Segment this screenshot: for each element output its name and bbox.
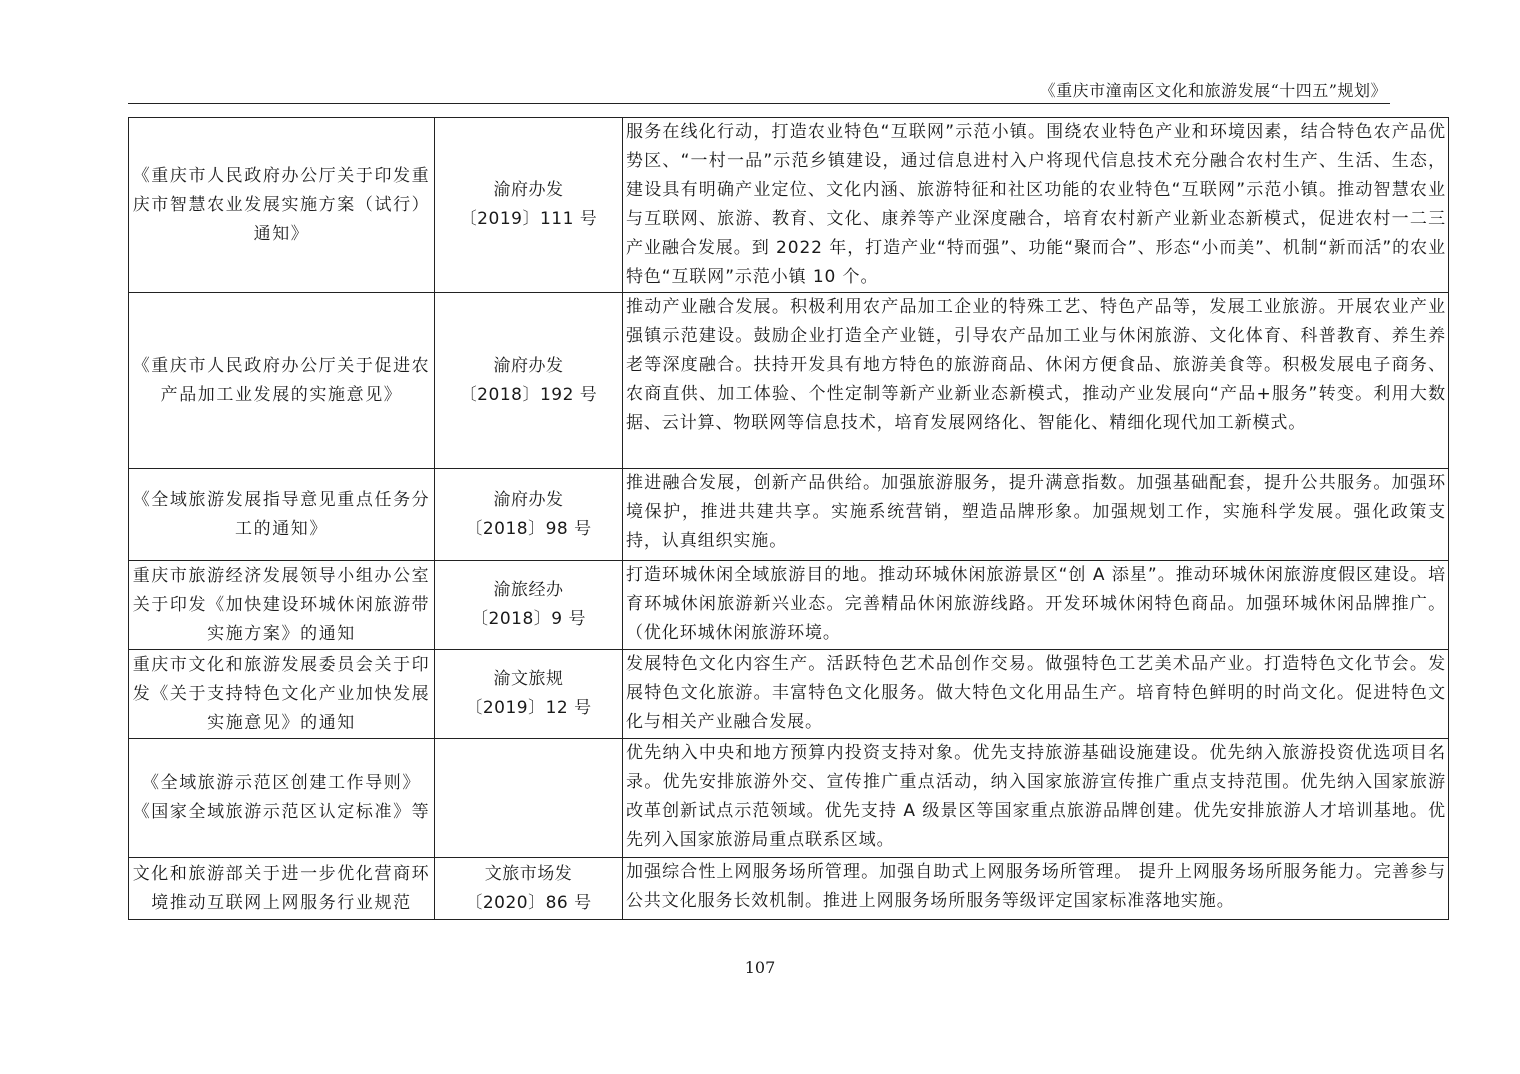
document-number-cell: [435, 561, 623, 650]
policy-content-cell: 优先纳入中央和地方预算内投资支持对象。优先支持旅游基础设施建设。优先纳入旅游投资优选项目名录。优先安排旅游外交、宣传推广重点活动，纳入国家旅游宣传推广重点支持范围。优先纳入国家旅游改革创新试点示范领域。优先支持 A 级景区等国家重点旅游品牌创建。优先安排旅游人才培训基地。优先列入国家旅游局重点联系区域。: [623, 739, 1449, 858]
policy-table: [128, 117, 1449, 920]
issuer-code: 渝旅经办: [493, 580, 564, 600]
policy-name-cell: 《全域旅游发展指导意见重点任务分工的通知》: [129, 469, 435, 561]
document-number-cell: [435, 739, 623, 858]
table-row: [129, 858, 1449, 920]
page-number: 107: [744, 958, 776, 977]
header-divider: [128, 103, 1390, 104]
issuer-code: 渝府办发: [493, 355, 564, 376]
table-row: [129, 293, 1449, 469]
document-number-cell: [435, 469, 623, 561]
document-number: 〔2018〕192 号: [459, 384, 598, 405]
issuer-code: 渝府办发: [493, 489, 564, 510]
policy-content-cell: 服务在线化行动，打造农业特色“互联网”示范小镇。围绕农业特色产业和环境因素，结合特色农产品优势区、“一村一品”示范乡镇建设，通过信息进村入户将现代信息技术充分融合农村生产、生活、生态，建设具有明确产业定位、文化内涵、旅游特征和社区功能的农业特色“互联网”示范小镇。推动智慧农业与互联网、旅游、教育、文化、康养等产业深度融合，培育农村新产业新业态新模式，促进农村一二三产业融合发展。到 2022 年，打造产业“特而强”、功能“聚而合”、形态“小而美”、机制“新而活”的农业特色“互联网”示范小镇 10 个。: [623, 118, 1449, 293]
policy-name-cell: 重庆市旅游经济发展领导小组办公室关于印发《加快建设环城休闲旅游带实施方案》的通知: [129, 561, 435, 650]
table-row: [129, 650, 1449, 739]
document-number-cell: [435, 650, 623, 739]
document-number-cell: [435, 858, 623, 920]
table-row: [129, 118, 1449, 293]
table-row: [129, 469, 1449, 561]
policy-name-cell: 《重庆市人民政府办公厅关于印发重庆市智慧农业发展实施方案（试行）通知》: [129, 118, 435, 293]
policy-content-cell: 加强综合性上网服务场所管理。加强自助式上网服务场所管理。 提升上网服务场所服务能力。完善参与公共文化服务长效机制。推进上网服务场所服务等级评定国家标准落地实施。: [623, 858, 1449, 920]
policy-content-cell: 推进融合发展，创新产品供给。加强旅游服务，提升满意指数。加强基础配套，提升公共服务。加强环境保护，推进共建共享。实施系统营销，塑造品牌形象。加强规划工作，实施科学发展。强化政策支持，认真组织实施。: [623, 469, 1449, 561]
policy-content-cell: 推动产业融合发展。积极利用农产品加工企业的特殊工艺、特色产品等，发展工业旅游。开展农业产业强镇示范建设。鼓励企业打造全产业链，引导农产品加工业与休闲旅游、文化体育、科普教育、养生养老等深度融合。扶持开发具有地方特色的旅游商品、休闲方便食品、旅游美食等。积极发展电子商务、农商直供、加工体验、个性定制等新产业新业态新模式，推动产业发展向“产品+服务”转变。利用大数据、云计算、物联网等信息技术，培育发展网络化、智能化、精细化现代加工新模式。: [623, 293, 1449, 469]
issuer-code: 文旅市场发: [484, 863, 573, 884]
table-row: [129, 561, 1449, 650]
issuer-code: 渝文旅规: [493, 669, 564, 689]
policy-content-cell: 打造环城休闲全域旅游目的地。推动环城休闲旅游景区“创 A 添星”。推动环城休闲旅游度假区建设。培育环城休闲旅游新兴业态。完善精品休闲旅游线路。开发环城休闲特色商品。加强环城休闲品牌推广。（优化环城休闲旅游环境。: [623, 561, 1449, 650]
policy-name-cell: 文化和旅游部关于进一步优化营商环境推动互联网上网服务行业规范: [129, 858, 435, 920]
issuer-code: 渝府办发: [493, 180, 564, 200]
document-number: 〔2018〕98 号: [465, 518, 592, 539]
document-number: 〔2020〕86 号: [465, 892, 592, 913]
policy-name-cell: 《重庆市人民政府办公厅关于促进农产品加工业发展的实施意见》: [129, 293, 435, 469]
document-number: 〔2019〕12 号: [465, 698, 592, 718]
document-number-cell: [435, 293, 623, 469]
running-header-title: 《重庆市潼南区文化和旅游发展“十四五”规划》: [1039, 81, 1387, 100]
document-number-cell: [435, 118, 623, 293]
policy-name-cell: 《全域旅游示范区创建工作导则》《国家全域旅游示范区认定标准》等: [129, 739, 435, 858]
policy-name-cell: 重庆市文化和旅游发展委员会关于印发《关于支持特色文化产业加快发展实施意见》的通知: [129, 650, 435, 739]
table-row: [129, 739, 1449, 858]
document-number: 〔2019〕111 号: [459, 209, 598, 229]
document-number: 〔2018〕9 号: [471, 609, 586, 629]
policy-content-cell: 发展特色文化内容生产。活跃特色艺术品创作交易。做强特色工艺美术品产业。打造特色文化节会。发展特色文化旅游。丰富特色文化服务。做大特色文化用品生产。培育特色鲜明的时尚文化。促进特色文化与相关产业融合发展。: [623, 650, 1449, 739]
